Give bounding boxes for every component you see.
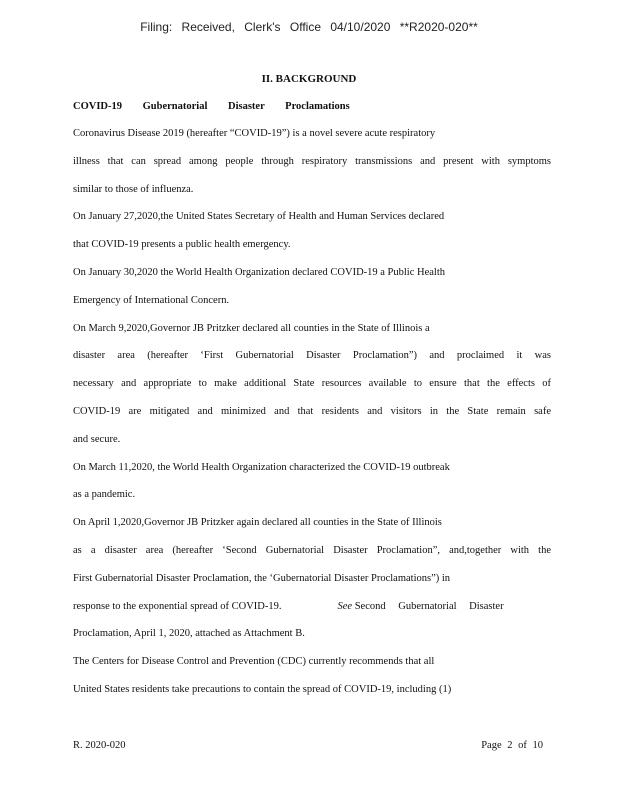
text-line: similar to those of influenza. <box>73 183 194 195</box>
text-line: COVID-19 are mitigated and minimized and that residents and visitors in the State remain safe <box>73 405 551 417</box>
text-line: Coronavirus Disease 2019 (hereafter “COVID-19”) is a novel severe acute respiratory <box>73 128 436 139</box>
filing-stamp-header: Filing: Received, Clerk's Office 04/10/2020 **R2020-020** <box>140 20 478 34</box>
text-line: disaster area (hereafter ‘First Gubernatorial Disaster Proclamation”) and proclaimed it was <box>73 350 551 362</box>
text-line: necessary and appropriate to make additional State resources available to ensure that the effects of <box>73 378 551 390</box>
docket-number: R. 2020-020 <box>73 740 126 751</box>
text-line: First Gubernatorial Disaster Proclamation, the ‘Gubernatorial Disaster Proclamations”) in <box>73 572 451 584</box>
text-line: and secure. <box>73 433 121 445</box>
text-line: Emergency of International Concern. <box>73 294 230 306</box>
text-line: The Centers for Disease Control and Prevention (CDC) currently recommends that all <box>73 656 435 668</box>
text-line: illness that can spread among people through respiratory transmissions and present with symptoms <box>73 155 551 167</box>
text-line: On January 30,2020 the World Health Organization declared COVID-19 a Public Health <box>73 266 446 278</box>
text-line: On March 11,2020, the World Health Organization characterized the COVID-19 outbreak <box>73 461 450 473</box>
subheading: COVID-19 Gubernatorial Disaster Proclamations <box>73 101 350 112</box>
section-heading: II. BACKGROUND <box>261 73 357 85</box>
text-line: On April 1,2020,Governor JB Pritzker again declared all counties in the State of Illinois <box>73 517 442 529</box>
text-line-with-citation <box>73 593 551 621</box>
citation-signal: See <box>337 600 353 612</box>
body-text <box>73 120 551 704</box>
text-line: as a pandemic. <box>73 489 136 501</box>
text-line: On March 9,2020,Governor JB Pritzker declared all counties in the State of Illinois a <box>73 322 430 334</box>
text-line: that COVID-19 presents a public health emergency. <box>73 239 291 251</box>
text-segment: Second Gubernatorial Disaster <box>354 600 504 612</box>
text-line: Proclamation, April 1, 2020, attached as Attachment B. <box>73 628 305 640</box>
text-segment: response to the exponential spread of COVID-19. <box>73 600 282 612</box>
text-line: United States residents take precautions to contain the spread of COVID-19, including (1) <box>73 683 452 695</box>
text-line: as a disaster area (hereafter ‘Second Gubernatorial Disaster Proclamation”, and,together with the <box>73 544 551 556</box>
text-line: On January 27,2020,the United States Secretary of Health and Human Services declared <box>73 211 445 223</box>
page-number: Page 2 of 10 <box>481 740 543 751</box>
